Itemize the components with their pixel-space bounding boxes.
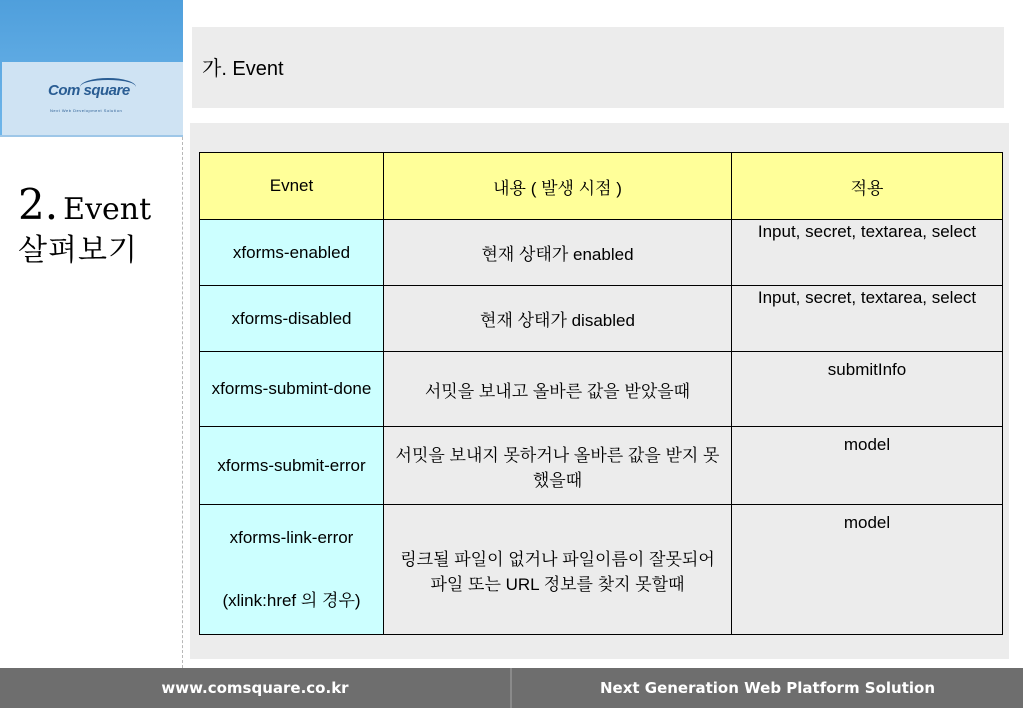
- table-header-row: [200, 153, 1003, 220]
- footer-website: www.comsquare.co.kr: [161, 679, 349, 697]
- applies-cell: [732, 352, 1003, 427]
- header-applies: 적용: [732, 153, 1003, 220]
- sidebar-divider: [182, 137, 183, 668]
- content-cell: 서밋을 보내지 못하거나 올바른 값을 받지 못했을때: [384, 427, 732, 505]
- header-bar: [192, 27, 1004, 108]
- section-title: [18, 180, 178, 269]
- event-cell: xforms-submint-done: [200, 352, 384, 427]
- company-logo: Com square: [48, 82, 130, 99]
- event-cell: xforms-submit-error: [200, 427, 384, 505]
- section-number: 2.: [18, 180, 59, 229]
- table-row: [200, 220, 1003, 286]
- page-title: 가. Event: [202, 58, 284, 80]
- footer-slogan: Next Generation Web Platform Solution: [599, 679, 936, 697]
- logo-tagline: Next Web Development Solution: [50, 108, 123, 113]
- content-cell: 링크될 파일이 없거나 파일이름이 잘못되어 파일 또는 URL 정보를 찾지 못할때: [384, 505, 732, 635]
- content-cell: 현재 상태가 enabled: [384, 220, 732, 286]
- header-event: Evnet: [200, 153, 384, 220]
- applies-cell: Input, secret, textarea, select: [732, 286, 1003, 352]
- content-cell: 현재 상태가 disabled: [384, 286, 732, 352]
- event-cell: xforms-enabled: [200, 220, 384, 286]
- section-korean: 살펴보기: [18, 233, 138, 268]
- event-table: [199, 152, 1003, 635]
- applies-cell: [732, 505, 1003, 635]
- table-row: [200, 505, 1003, 635]
- table-row: [200, 427, 1003, 505]
- table-row: [200, 286, 1003, 352]
- applies-cell: Input, secret, textarea, select: [732, 220, 1003, 286]
- applies-text: model: [843, 513, 891, 532]
- applies-cell: [732, 427, 1003, 505]
- event-note: (xlink:href 의 경우): [222, 591, 361, 610]
- applies-text: submitInfo: [827, 360, 907, 379]
- logo-divider: [0, 135, 183, 137]
- section-word: Event: [63, 192, 152, 227]
- content-cell: 서밋을 보내고 올바른 값을 받았을때: [384, 352, 732, 427]
- event-cell: [200, 505, 384, 635]
- header-content: 내용 ( 발생 시점 ): [384, 153, 732, 220]
- event-cell: xforms-disabled: [200, 286, 384, 352]
- applies-text: model: [843, 435, 891, 454]
- event-name: xforms-link-error: [229, 528, 354, 547]
- table-row: [200, 352, 1003, 427]
